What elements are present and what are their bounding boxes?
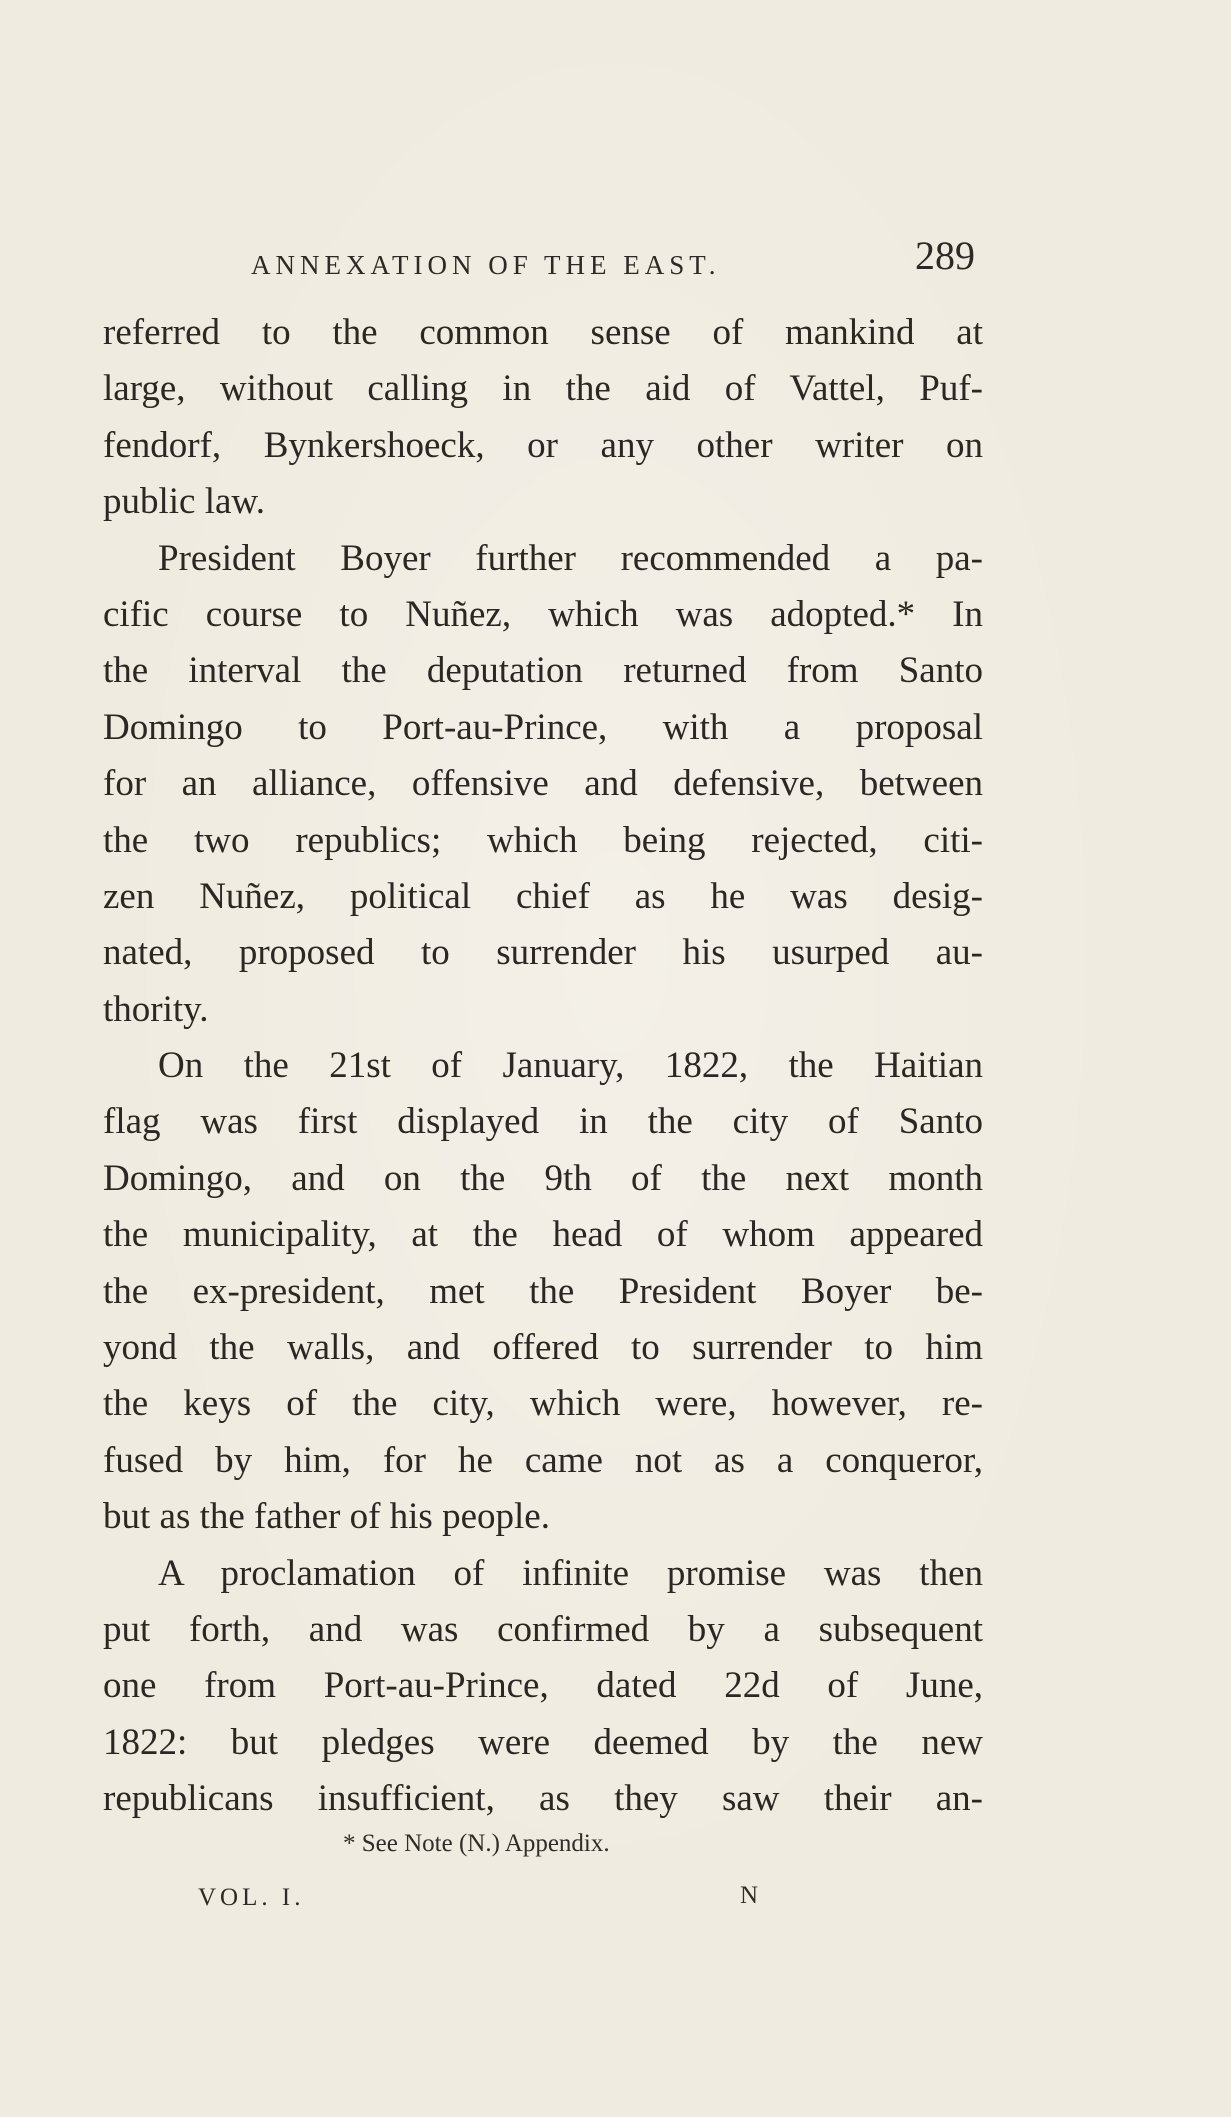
text-line: Domingo to Port-au-Prince, with a proposal	[103, 706, 983, 748]
text-line: put forth, and was confirmed by a subsequent	[103, 1608, 983, 1650]
text-line: A proclamation of infinite promise was then	[158, 1552, 983, 1594]
text-line: one from Port-au-Prince, dated 22d of June,	[103, 1665, 983, 1707]
text-line: nated, proposed to surrender his usurped au-	[103, 932, 983, 974]
text-line: zen Nuñez, political chief as he was desig-	[103, 875, 983, 917]
footnote: * See Note (N.) Appendix.	[343, 1830, 610, 1857]
text-line: thority.	[103, 988, 209, 1030]
text-line: large, without calling in the aid of Vattel, Puf-	[103, 368, 983, 410]
text-line: the keys of the city, which were, however, re-	[103, 1383, 983, 1425]
text-line: cific course to Nuñez, which was adopted.* In	[103, 593, 983, 635]
volume-signature: VOL. I.	[198, 1884, 305, 1911]
text-line: the two republics; which being rejected, citi-	[103, 819, 983, 861]
text-line: the ex-president, met the President Boyer be-	[103, 1270, 983, 1312]
text-line: On the 21st of January, 1822, the Haitian	[158, 1045, 983, 1087]
text-line: public law.	[103, 481, 266, 523]
text-line: the interval the deputation returned from Santo	[103, 650, 983, 692]
text-line: Domingo, and on the 9th of the next month	[103, 1157, 983, 1199]
text-line: but as the father of his people.	[103, 1496, 550, 1538]
text-line: 1822: but pledges were deemed by the new	[103, 1721, 983, 1763]
page-number: 289	[915, 233, 975, 278]
text-line: for an alliance, offensive and defensive, between	[103, 763, 983, 805]
running-head: ANNEXATION OF THE EAST.	[251, 250, 721, 280]
text-line: President Boyer further recommended a pa-	[158, 537, 983, 579]
text-line: republicans insufficient, as they saw their an-	[103, 1778, 983, 1820]
text-line: referred to the common sense of mankind at	[103, 312, 983, 353]
text-line: fendorf, Bynkershoeck, or any other writer on	[103, 424, 983, 466]
text-line: fused by him, for he came not as a conqueror,	[103, 1439, 983, 1481]
body-text	[103, 305, 983, 1828]
page-header	[103, 232, 975, 292]
text-line: yond the walls, and offered to surrender to him	[103, 1327, 983, 1369]
text-line: flag was first displayed in the city of Santo	[103, 1101, 983, 1143]
text-line: the municipality, at the head of whom appeared	[103, 1214, 983, 1256]
signature-mark: N	[740, 1882, 759, 1909]
